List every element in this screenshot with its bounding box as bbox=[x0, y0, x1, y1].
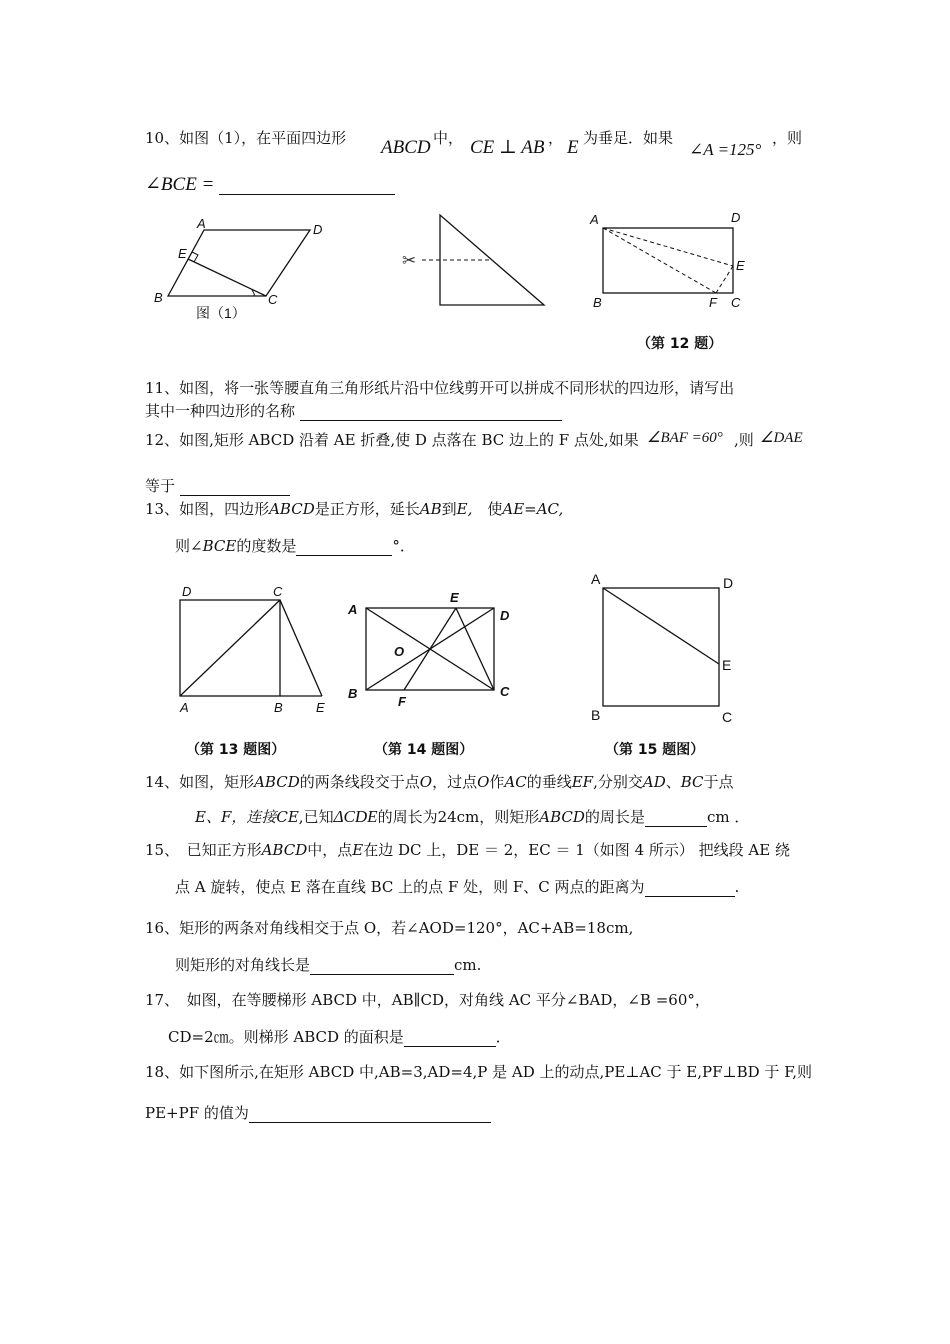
q14-text-e: 的垂线 bbox=[526, 773, 572, 791]
figure-15 bbox=[585, 572, 755, 762]
q13-answer-blank[interactable] bbox=[296, 539, 392, 556]
q15-e: E bbox=[352, 841, 364, 859]
fig10-label-b: B bbox=[154, 290, 163, 305]
q12-prompt: 等于 bbox=[145, 477, 176, 495]
fig13-label-e: E bbox=[316, 700, 325, 715]
q14-abcd: ABCD bbox=[254, 773, 300, 791]
q17-text-a: CD=2㎝。则梯形 ABCD 的面积是 bbox=[168, 1028, 404, 1046]
fig13-segment-ce bbox=[280, 600, 322, 696]
fig13-label-b: B bbox=[274, 700, 283, 715]
q16-text-a: 则矩形的对角线长是 bbox=[175, 956, 311, 974]
fig15-segment-ae bbox=[603, 588, 719, 664]
figure-14 bbox=[342, 582, 532, 762]
q10-bce: ∠BCE = bbox=[145, 174, 215, 195]
fig14-label-o: O bbox=[394, 644, 405, 659]
q13-text-f: 的度数是 bbox=[236, 537, 297, 555]
q10-quad: ABCD bbox=[381, 137, 431, 158]
q17-line1: 17、 如图，在等腰梯形 ABCD 中，AB∥CD，对角线 AC 平分∠BAD，∠B =60°， bbox=[145, 991, 710, 1009]
q12-dae: ∠DAE bbox=[760, 430, 803, 446]
q13-line2 bbox=[175, 536, 415, 556]
q13-aeac: AE=AC, bbox=[502, 500, 564, 518]
q14-ef: EF bbox=[571, 773, 594, 791]
q10-text: 10、如图（1），在平面四边形 bbox=[145, 129, 347, 147]
q12-answer-blank[interactable] bbox=[180, 479, 290, 496]
q14-ad: AD bbox=[642, 773, 666, 791]
q16-line2 bbox=[175, 955, 481, 975]
q11-prompt: 其中一种四边形的名称 bbox=[145, 402, 296, 420]
figure-15-svg bbox=[585, 572, 755, 762]
q14-text-l: 的周长是 bbox=[584, 808, 645, 826]
q14-text-g: 、 bbox=[665, 773, 681, 791]
q11-line1: 11、如图，将一张等腰直角三角形纸片沿中位线剪开可以拼成不同形状的四边形，请写出 bbox=[145, 379, 735, 397]
q10-line1 bbox=[145, 128, 346, 148]
figure-12-svg bbox=[585, 208, 765, 358]
figure-14-svg bbox=[342, 582, 532, 762]
figure-13 bbox=[170, 582, 350, 762]
q12-line2 bbox=[145, 476, 290, 496]
fig12-fold-af bbox=[603, 228, 716, 293]
q14-line2 bbox=[195, 807, 749, 827]
fig13-caption: （第 13 题图） bbox=[186, 742, 286, 758]
q14-text-f: ,分别交 bbox=[593, 773, 643, 791]
q14-text-j: ,已知 bbox=[298, 808, 334, 826]
fig10-caption: 图（1） bbox=[196, 305, 246, 321]
fig14-label-c: C bbox=[500, 684, 510, 699]
figure-11-svg bbox=[398, 210, 558, 310]
q11-line2 bbox=[145, 401, 562, 421]
q10-angle: ∠A =125° bbox=[689, 140, 762, 159]
fig10-segment-ce bbox=[188, 259, 266, 296]
q13-text-c: 到 bbox=[441, 500, 457, 518]
q15-abcd: ABCD bbox=[261, 841, 308, 859]
q18-answer-blank[interactable] bbox=[249, 1106, 491, 1123]
q13-e: E, bbox=[456, 500, 473, 518]
q10-line2 bbox=[145, 175, 395, 195]
q14-ce: CE bbox=[276, 808, 299, 826]
q14-text-i: E、F，连接 bbox=[195, 808, 277, 826]
q10-mid2: 为垂足．如果 bbox=[583, 129, 674, 147]
fig10-right-angle-mark bbox=[192, 252, 198, 262]
q13-line1 bbox=[145, 499, 563, 519]
q13-abcd: ABCD bbox=[269, 500, 315, 518]
q13-text-b: 是正方形，延长 bbox=[314, 500, 420, 518]
fig15-label-e: E bbox=[722, 657, 732, 673]
q10-mid1: 中， bbox=[433, 129, 464, 147]
fig12-label-f: F bbox=[709, 295, 717, 310]
q14-text-k: 的周长为24cm，则矩形 bbox=[377, 808, 540, 826]
q12-line1: 12、如图,矩形 ABCD 沿着 AE 折叠,使 D 点落在 BC 边上的 F 点处,如果 bbox=[145, 431, 639, 449]
fig15-label-c: C bbox=[722, 709, 733, 725]
q14-bc: BC bbox=[680, 773, 704, 791]
fig12-label-e: E bbox=[736, 258, 745, 273]
q13-bce: BCE bbox=[202, 537, 237, 555]
q15-text-e: . bbox=[734, 878, 740, 896]
q14-answer-blank[interactable] bbox=[645, 810, 707, 827]
q15-text-a: 15、 已知正方形 bbox=[145, 841, 262, 859]
q11-answer-blank[interactable] bbox=[300, 404, 562, 421]
fig13-diagonal-ac bbox=[180, 600, 280, 696]
q15-text-d: 点 A 旋转，使点 E 落在直线 BC 上的点 F 处，则 F、C 两点的距离为 bbox=[175, 878, 645, 896]
fig10-label-a: A bbox=[197, 216, 206, 231]
figure-11 bbox=[398, 210, 558, 310]
q10-foot: E bbox=[567, 137, 579, 158]
q12-mid: ,则 bbox=[734, 431, 754, 449]
q14-o: O bbox=[419, 773, 433, 791]
fig12-label-b: B bbox=[593, 295, 602, 310]
q18-line1: 18、如下图所示,在矩形 ABCD 中,AB=3,AD=4,P 是 AD 上的动点,PE⊥AC 于 E,PF⊥BD 于 F,则 bbox=[145, 1063, 813, 1081]
fig14-label-f: F bbox=[398, 694, 406, 709]
q12-angle: ∠BAF =60° bbox=[647, 430, 723, 446]
q14-text-h: 于点 bbox=[703, 773, 734, 791]
q10-suffix: ，则 bbox=[772, 129, 803, 147]
fig13-label-a: A bbox=[180, 700, 189, 715]
q13-text-g: °． bbox=[392, 537, 415, 555]
fig12-caption: （第 12 题） bbox=[637, 336, 723, 352]
fig15-label-b: B bbox=[591, 707, 601, 723]
fig10-label-d: D bbox=[313, 222, 323, 237]
fig12-label-c: C bbox=[731, 295, 741, 310]
q14-text-d: 作 bbox=[489, 773, 505, 791]
figure-10 bbox=[140, 210, 340, 330]
q15-line1 bbox=[145, 840, 790, 860]
fig14-label-a: A bbox=[348, 602, 358, 617]
q10-perp: CE ⊥ AB bbox=[470, 137, 545, 158]
q14-text-a: 14、如图，矩形 bbox=[145, 773, 255, 791]
fig10-parallelogram bbox=[168, 230, 310, 296]
q17-line2 bbox=[168, 1027, 511, 1047]
q13-text-d: 使 bbox=[487, 500, 503, 518]
figure-12 bbox=[585, 208, 765, 358]
q16-line1: 16、矩形的两条对角线相交于点 O，若∠AOD=120°，AC+AB=18cm, bbox=[145, 919, 634, 937]
q14-text-m: cm ． bbox=[706, 808, 750, 826]
q18-prompt: PE+PF 的值为 bbox=[145, 1104, 249, 1122]
figure-13-svg bbox=[170, 582, 350, 762]
fig12-label-a: A bbox=[590, 212, 599, 227]
q15-answer-blank[interactable] bbox=[645, 880, 735, 897]
q14-text-b: 的两条线段交于点 bbox=[299, 773, 420, 791]
q15-text-b: 中，点 bbox=[307, 841, 353, 859]
q13-text-e: 则∠ bbox=[175, 537, 203, 555]
figure-10-svg bbox=[140, 210, 340, 330]
q17-answer-blank[interactable] bbox=[404, 1030, 496, 1047]
q18-line2 bbox=[145, 1103, 491, 1123]
q17-text-b: ． bbox=[495, 1028, 511, 1046]
fig15-square bbox=[603, 588, 719, 706]
fig15-label-d: D bbox=[723, 575, 734, 591]
q14-o2: O bbox=[477, 773, 490, 791]
fig14-label-b: B bbox=[348, 686, 358, 701]
fig14-caption: （第 14 题图） bbox=[374, 742, 474, 758]
q15-line2 bbox=[175, 877, 739, 897]
fig13-label-d: D bbox=[182, 584, 192, 599]
fig14-label-e: E bbox=[450, 590, 459, 605]
fig14-segment-ef bbox=[404, 608, 456, 690]
fig10-label-c: C bbox=[268, 292, 278, 307]
q16-text-b: cm. bbox=[454, 956, 482, 974]
fig12-fold-ae bbox=[603, 228, 733, 266]
fig12-fold-ef bbox=[716, 266, 733, 293]
fig14-label-d: D bbox=[500, 608, 510, 623]
q14-cde: ΔCDE bbox=[333, 807, 378, 826]
q10-comma: ， bbox=[548, 129, 564, 147]
fig10-label-e: E bbox=[178, 246, 187, 261]
q14-line1 bbox=[145, 772, 734, 792]
fig13-label-c: C bbox=[273, 584, 283, 599]
q16-answer-blank[interactable] bbox=[310, 958, 454, 975]
q15-text-c: 在边 DC 上，DE ＝ 2，EC ＝ 1（如图 4 所示） 把线段 AE 绕 bbox=[363, 841, 790, 859]
q14-ac: AC bbox=[504, 773, 527, 791]
fig15-label-a: A bbox=[591, 571, 601, 587]
fig12-label-d: D bbox=[731, 210, 741, 225]
scissors-icon: ✂ bbox=[402, 251, 417, 271]
q14-text-c: ，过点 bbox=[432, 773, 478, 791]
q13-text-a: 13、如图，四边形 bbox=[145, 500, 270, 518]
q14-abcd2: ABCD bbox=[539, 808, 585, 826]
fig15-caption: （第 15 题图） bbox=[605, 742, 705, 758]
q13-ab: AB bbox=[419, 500, 442, 518]
q10-answer-blank[interactable] bbox=[219, 178, 395, 195]
